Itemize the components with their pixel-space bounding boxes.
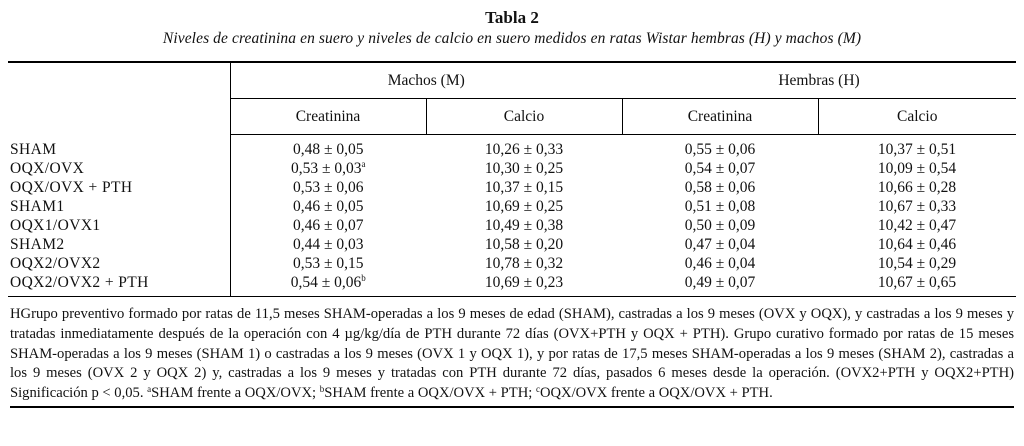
cell-m-creatinina — [230, 197, 426, 216]
cell-m-creatinina-value: 0,46 ± 0,05 — [292, 198, 364, 215]
table-row — [8, 273, 1016, 297]
cell-h-calcio-value: 10,67 ± 0,33 — [877, 198, 957, 215]
group-header-hembras: Hembras (H) — [622, 62, 1016, 99]
cell-h-calcio-value: 10,64 ± 0,46 — [877, 236, 957, 253]
footnote-sup-a: a — [147, 384, 152, 395]
table-row — [8, 178, 1016, 197]
row-label — [8, 159, 230, 178]
cell-m-calcio — [426, 235, 622, 254]
table-row — [8, 159, 1016, 178]
cell-m-creatinina — [230, 273, 426, 297]
table-row — [8, 235, 1016, 254]
cell-m-calcio — [426, 135, 622, 160]
cell-m-creatinina-footnote-marker: a — [361, 159, 366, 169]
cell-h-creatinina — [622, 216, 818, 235]
table-row — [8, 254, 1016, 273]
cell-h-calcio — [818, 159, 1016, 178]
cell-m-calcio-value: 10,69 ± 0,23 — [484, 274, 564, 291]
cell-h-calcio — [818, 254, 1016, 273]
cell-m-calcio-value: 10,26 ± 0,33 — [484, 141, 564, 158]
cell-m-creatinina-value: 0,53 ± 0,15 — [292, 255, 364, 272]
cell-m-creatinina-value: 0,44 ± 0,03 — [292, 236, 364, 253]
row-label-value: SHAM2 — [10, 236, 65, 253]
row-label — [8, 178, 230, 197]
col-header-m-calcio: Calcio — [426, 99, 622, 135]
cell-m-creatinina-value: 0,54 ± 0,06 — [290, 274, 362, 291]
footnote-sup-c: c — [535, 384, 540, 395]
col-header-h-creatinina: Creatinina — [622, 99, 818, 135]
row-label-value: OQX/OVX — [10, 160, 85, 177]
cell-h-creatinina-value: 0,54 ± 0,07 — [684, 160, 756, 177]
cell-m-calcio — [426, 178, 622, 197]
row-label-value: SHAM — [10, 140, 57, 158]
cell-m-calcio-value: 10,37 ± 0,15 — [484, 179, 564, 196]
cell-m-calcio-value: 10,49 ± 0,38 — [484, 217, 564, 234]
cell-h-creatinina — [622, 235, 818, 254]
data-table — [8, 61, 1016, 297]
cell-m-creatinina-footnote-marker: b — [361, 273, 366, 283]
cell-h-creatinina-value: 0,49 ± 0,07 — [684, 274, 756, 291]
cell-h-creatinina-value: 0,51 ± 0,08 — [684, 198, 756, 215]
cell-m-creatinina-value: 0,53 ± 0,06 — [292, 179, 364, 196]
cell-m-creatinina — [230, 254, 426, 273]
cell-m-creatinina-value: 0,46 ± 0,07 — [292, 217, 364, 234]
cell-h-creatinina — [622, 197, 818, 216]
row-label — [8, 273, 230, 297]
cell-h-calcio-value: 10,54 ± 0,29 — [877, 255, 957, 272]
row-label — [8, 216, 230, 235]
cell-m-calcio-value: 10,69 ± 0,25 — [484, 198, 564, 215]
table-row — [8, 135, 1016, 160]
cell-h-creatinina — [622, 273, 818, 297]
cell-m-creatinina-value: 0,53 ± 0,03 — [290, 160, 362, 177]
table-caption — [0, 8, 1024, 49]
footnote-sup-b: b — [319, 384, 325, 395]
row-label-value: OQX1/OVX1 — [10, 217, 101, 234]
cell-m-calcio-value: 10,78 ± 0,32 — [484, 255, 564, 272]
row-label-value: OQX/OVX + PTH — [10, 179, 133, 196]
row-label — [8, 235, 230, 254]
cell-h-creatinina-value: 0,46 ± 0,04 — [684, 255, 756, 272]
cell-h-creatinina-value: 0,58 ± 0,06 — [684, 179, 756, 196]
cell-m-creatinina — [230, 178, 426, 197]
cell-h-calcio — [818, 135, 1016, 160]
table-row — [8, 197, 1016, 216]
cell-h-creatinina-value: 0,47 ± 0,04 — [684, 236, 756, 253]
row-label-value: SHAM1 — [10, 198, 65, 215]
footnote-a: SHAM frente a OQX/OVX; — [151, 385, 320, 402]
cell-h-calcio-value: 10,67 ± 0,65 — [877, 274, 957, 291]
cell-h-creatinina — [622, 159, 818, 178]
cell-m-creatinina — [230, 216, 426, 235]
cell-m-creatinina — [230, 135, 426, 160]
cell-h-creatinina-value: 0,55 ± 0,06 — [684, 141, 756, 158]
cell-h-calcio-value: 10,42 ± 0,47 — [877, 217, 957, 234]
cell-h-calcio-value: 10,37 ± 0,51 — [877, 141, 957, 158]
cell-h-creatinina — [622, 254, 818, 273]
cell-h-calcio — [818, 235, 1016, 254]
cell-m-calcio — [426, 254, 622, 273]
footnote-main: HGrupo preventivo formado por ratas de 11,5 meses SHAM-operadas a los 9 meses de edad (SHAM), castradas a los 9 meses (OVX y OQX), y castradas a los 9 meses y tratadas inmediatamente después de la operación con 4 µg/kg/día de PTH durante 72 días (OVX+PTH y OQX + PTH). Grupo curativo formado por ratas de 15 meses SHAM-operadas a los 9 meses (SHAM 1) o castradas a los 9 meses (OVX 1 y OQX 1), y por ratas de 17,5 meses SHAM-operadas a los 9 meses (SHAM 2), castradas a los 9 meses (OVX 2 y OQX 2) y, castradas a los 9 meses y tratadas con PTH durante 72 días, pasados 6 meses desde la operación. (OVX2+PTH y OQX2+PTH) Significación p < 0,05. — [10, 306, 1014, 402]
cell-m-calcio — [426, 273, 622, 297]
col-header-m-creatinina: Creatinina — [230, 99, 426, 135]
table-body — [8, 135, 1016, 297]
table-subtitle: Niveles de creatinina en suero y niveles de calcio en suero medidos en ratas Wistar hembras (H) y machos (M) — [162, 30, 862, 47]
cell-h-calcio — [818, 216, 1016, 235]
cell-h-creatinina-value: 0,50 ± 0,09 — [684, 217, 756, 234]
cell-m-calcio-value: 10,58 ± 0,20 — [484, 236, 564, 253]
row-header-blank — [8, 62, 230, 135]
cell-h-creatinina — [622, 178, 818, 197]
col-header-h-calcio: Calcio — [818, 99, 1016, 135]
cell-h-calcio-value: 10,09 ± 0,54 — [877, 160, 957, 177]
table-footnote — [10, 305, 1014, 408]
footnote-c: OQX/OVX frente a OQX/OVX + PTH. — [539, 385, 773, 402]
cell-m-creatinina — [230, 159, 426, 178]
cell-h-calcio — [818, 197, 1016, 216]
table-row — [8, 216, 1016, 235]
cell-m-calcio-value: 10,30 ± 0,25 — [484, 160, 564, 177]
group-header-machos: Machos (M) — [230, 62, 622, 99]
row-label — [8, 197, 230, 216]
cell-m-creatinina — [230, 235, 426, 254]
row-label-value: OQX2/OVX2 + PTH — [10, 274, 149, 291]
cell-h-calcio — [818, 273, 1016, 297]
cell-m-creatinina-value: 0,48 ± 0,05 — [292, 141, 364, 158]
row-label — [8, 254, 230, 273]
footnote-b: SHAM frente a OQX/OVX + PTH; — [324, 385, 536, 402]
cell-m-calcio — [426, 197, 622, 216]
cell-m-calcio — [426, 159, 622, 178]
row-label-value: OQX2/OVX2 — [10, 255, 101, 272]
cell-h-calcio-value: 10,66 ± 0,28 — [877, 179, 957, 196]
row-label — [8, 135, 230, 160]
table-title: Tabla 2 — [485, 8, 539, 27]
cell-m-calcio — [426, 216, 622, 235]
cell-h-calcio — [818, 178, 1016, 197]
cell-h-creatinina — [622, 135, 818, 160]
